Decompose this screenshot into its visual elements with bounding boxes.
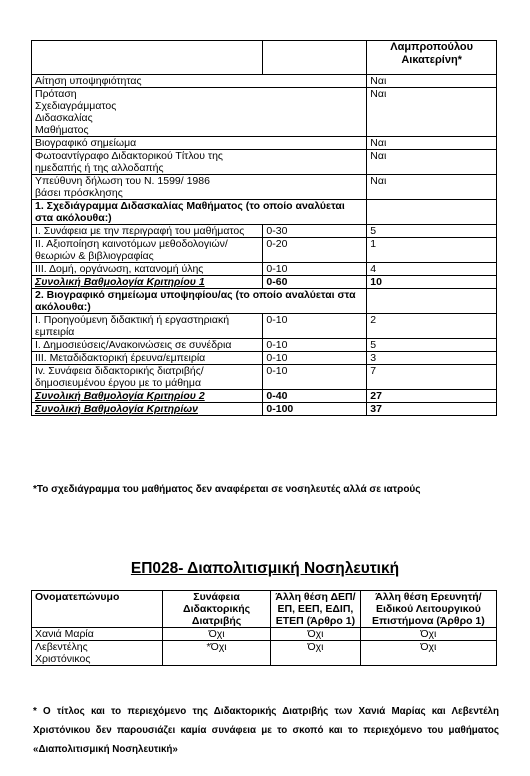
researcher-position-value: Όχι	[360, 628, 496, 641]
header-blank	[32, 41, 263, 75]
criterion-label: ΙΙΙ. Μεταδιδακτορική έρευνα/εμπειρία	[32, 352, 263, 365]
row-label: Φωτοαντίγραφο Διδακτορικού Τίτλου της ημεδαπής ή της αλλοδαπής	[32, 150, 367, 175]
footnote: * Ο τίτλος και το περιεχόμενο της Διδακτορικής Διατριβής των Χανιά Μαρίας και Λεβεντέλη Χριστόνικου δεν παρουσιάζει καμία συνάφεια με το σκοπό και το περιεχόμενο του μαθήματος «Διαπολιτισμική Νοσηλευτική»	[33, 706, 499, 755]
row-label: Υπεύθυνη δήλωση του Ν. 1599/ 1986 βάσει πρόσκλησης	[32, 175, 367, 200]
criterion-total-score: 10	[367, 276, 497, 289]
dep-position-value: Όχι	[271, 628, 361, 641]
criterion-score: 7	[367, 365, 497, 390]
column-header-dep-position: Άλλη θέση ΔΕΠ/ΕΠ, ΕΕΠ, ΕΔΙΠ, ΕΤΕΠ (Άρθρο 1)	[271, 591, 361, 628]
candidates-table	[31, 590, 497, 666]
criterion-total-label: Συνολική Βαθμολογία Κριτηρίου 1	[32, 276, 263, 289]
researcher-position-value: Όχι	[360, 641, 496, 666]
relevance-value: *Όχι	[163, 641, 271, 666]
row-value: Ναι	[367, 175, 497, 200]
criterion-total-label: Συνολική Βαθμολογία Κριτηρίου 2	[32, 390, 263, 403]
criterion-range: 0-20	[263, 238, 367, 263]
candidate-name: Χανιά Μαρία	[32, 628, 163, 641]
row-value: Ναι	[367, 75, 497, 88]
criterion-range: 0-10	[263, 339, 367, 352]
section-title: 2. Βιογραφικό σημείωμα υποψηφίου/ας (το οποίο αναλύεται στα ακόλουθα:)	[32, 289, 367, 314]
row-value: Ναι	[367, 88, 497, 137]
criterion-label: ΙΙ. Αξιοποίηση καινοτόμων μεθοδολογιών/θεωριών & βιβλιογραφίας	[32, 238, 263, 263]
empty-cell	[367, 289, 497, 314]
criterion-score: 5	[367, 339, 497, 352]
criterion-total-range: 0-60	[263, 276, 367, 289]
candidate-name-header: Λαμπροπούλου Αικατερίνη*	[367, 41, 497, 75]
row-label: Βιογραφικό σημείωμα	[32, 137, 367, 150]
criterion-score: 1	[367, 238, 497, 263]
criterion-range: 0-30	[263, 225, 367, 238]
empty-cell	[367, 200, 497, 225]
row-value: Ναι	[367, 150, 497, 175]
section-title: 1. Σχεδιάγραμμα Διδασκαλίας Μαθήματος (το οποίο αναλύεται στα ακόλουθα:)	[32, 200, 367, 225]
criterion-score: 4	[367, 263, 497, 276]
column-header-relevance: Συνάφεια Διδακτορικής Διατριβής	[163, 591, 271, 628]
footnote: *Το σχεδιάγραμμα του μαθήματος δεν αναφέρεται σε νοσηλευτές αλλά σε ιατρούς	[33, 484, 421, 495]
grand-total-label: Συνολική Βαθμολογία Κριτηρίων	[32, 403, 263, 416]
criterion-range: 0-10	[263, 314, 367, 339]
grand-total-range: 0-100	[263, 403, 367, 416]
criterion-total-score: 27	[367, 390, 497, 403]
criterion-label: Ι. Προηγούμενη διδακτική ή εργαστηριακή εμπειρία	[32, 314, 263, 339]
header-blank	[263, 41, 367, 75]
criterion-label: ΙΙΙ. Δομή, οργάνωση, κατανομή ύλης	[32, 263, 263, 276]
row-value: Ναι	[367, 137, 497, 150]
relevance-value: Όχι	[163, 628, 271, 641]
criterion-label: Ι. Δημοσιεύσεις/Ανακοινώσεις σε συνέδρια	[32, 339, 263, 352]
column-header-name: Ονοματεπώνυμο	[32, 591, 163, 628]
row-label: Αίτηση υποψηφιότητας	[32, 75, 367, 88]
grand-total-score: 37	[367, 403, 497, 416]
evaluation-table	[31, 40, 497, 416]
criterion-score: 2	[367, 314, 497, 339]
criterion-total-range: 0-40	[263, 390, 367, 403]
criterion-score: 5	[367, 225, 497, 238]
column-header-researcher-position: Άλλη θέση Ερευνητή/ Ειδικού Λειτουργικού Επιστήμονα (Άρθρο 1)	[360, 591, 496, 628]
criterion-range: 0-10	[263, 365, 367, 390]
criterion-score: 3	[367, 352, 497, 365]
criterion-label: Ιv. Συνάφεια διδακτορικής διατριβής/δημοσιευμένου έργου με το μάθημα	[32, 365, 263, 390]
section-heading: ΕΠ028- Διαπολιτισμική Νοσηλευτική	[130, 560, 400, 577]
dep-position-value: Όχι	[271, 641, 361, 666]
criterion-range: 0-10	[263, 352, 367, 365]
candidate-name: Λεβεντέλης Χριστόνικος	[32, 641, 163, 666]
row-label: Πρόταση Σχεδιαγράμματος Διδασκαλίας Μαθήματος	[32, 88, 367, 137]
criterion-label: Ι. Συνάφεια με την περιγραφή του μαθήματος	[32, 225, 263, 238]
criterion-range: 0-10	[263, 263, 367, 276]
